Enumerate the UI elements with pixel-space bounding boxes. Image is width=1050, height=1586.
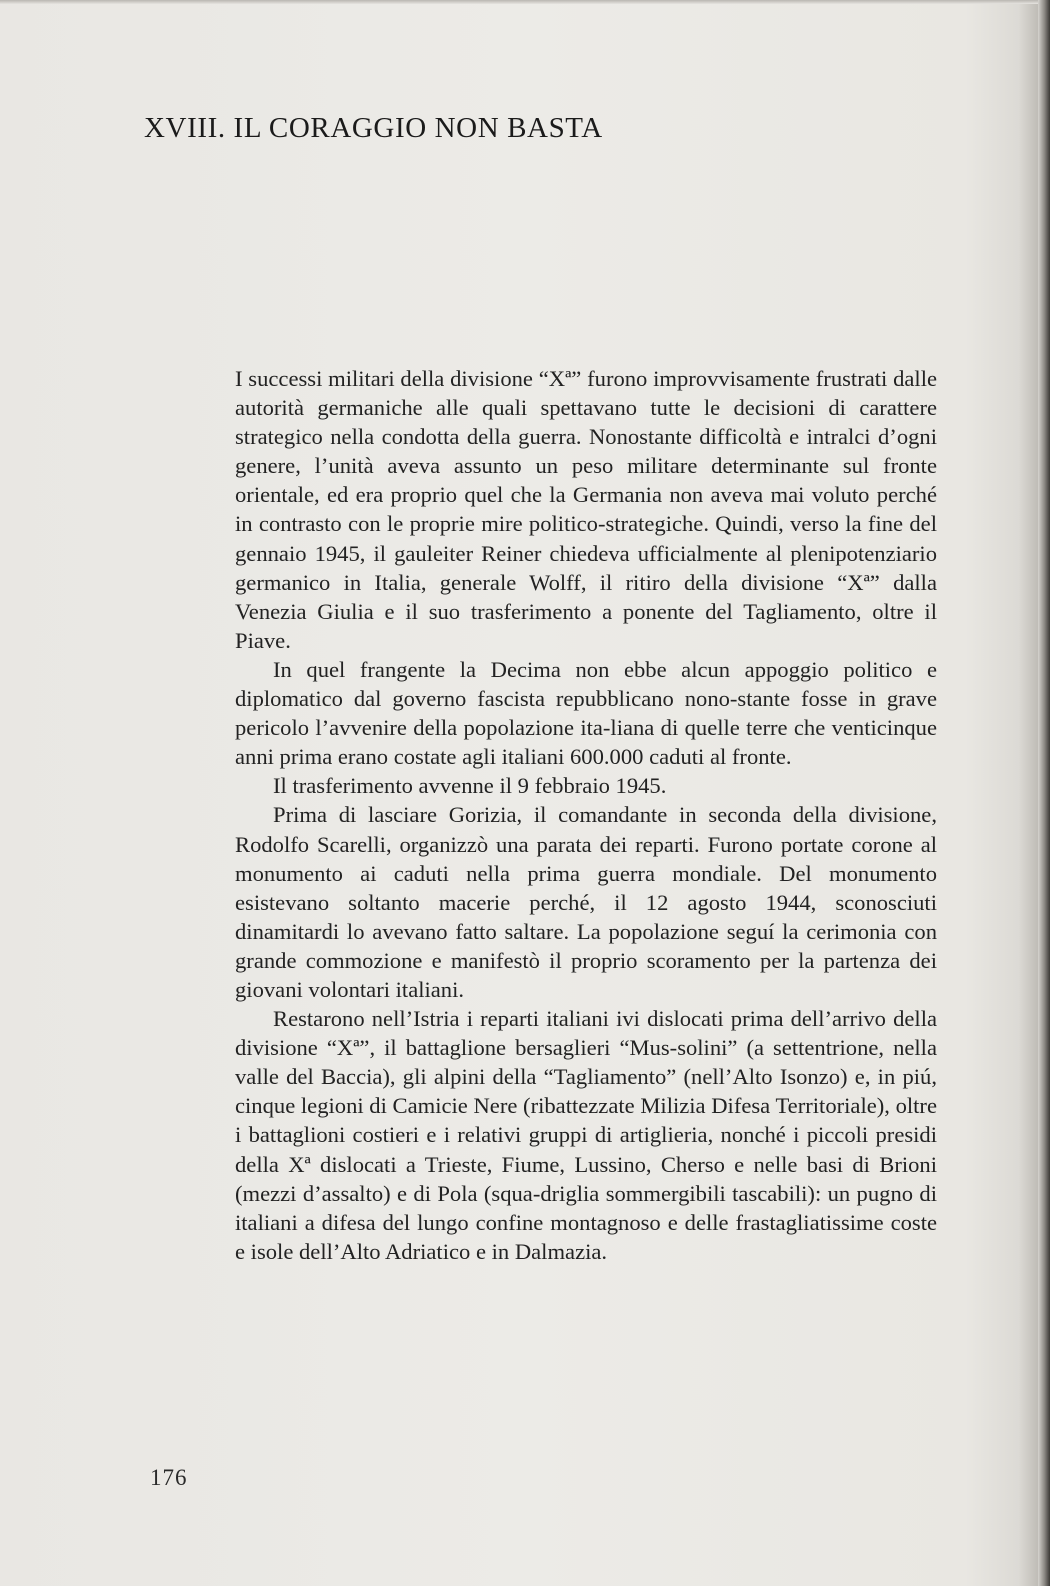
paragraph-2: In quel frangente la Decima non ebbe alcun appoggio politico e diplomatico dal governo fascista repubblicano nono-stante fosse in grave pericolo l’avvenire della popolazione ita-liana di quelle terre che venticinque anni prima erano costate agli italiani 600.000 caduti al fronte.: [235, 656, 937, 770]
paragraph-1: I successi militari della divisione “Xª” furono improvvisamente frustrati dalle autorità germaniche alle quali spettavano tutte le decisioni di carattere strategico nella condotta della guerra. Nonostante difficoltà e intralci d’ogni genere, l’unità aveva assunto un peso militare determinante sul fronte orientale, ed era proprio quel che la Germania non aveva mai voluto perché in contrasto con le proprie mire politico-strategiche. Quindi, verso la fine del gennaio 1945, il gauleiter Reiner chiedeva ufficialmente al plenipotenziario germanico in Italia, generale Wolff, il ritiro della divisione “Xª” dalla Venezia Giulia e il suo trasferimento a ponente del Tagliamento, oltre il Piave.: [235, 366, 937, 653]
page-top-edge: [0, 0, 1050, 4]
chapter-body: [235, 364, 937, 1266]
chapter-title: XVIII. IL CORAGGIO NON BASTA: [144, 112, 603, 144]
paragraph-4: Prima di lasciare Gorizia, il comandante in seconda della divisione, Rodolfo Scarelli, organizzò una parata dei reparti. Furono portate corone al monumento ai caduti nella prima guerra mondiale. Del monumento esistevano soltanto macerie perché, il 12 agosto 1944, sconosciuti dinamitardi lo avevano fatto saltare. La popolazione seguí la cerimonia con grande commozione e manifestò il proprio scoramento per la partenza dei giovani volontari italiani.: [235, 802, 937, 1002]
paragraph-5: Restarono nell’Istria i reparti italiani ivi dislocati prima dell’arrivo della divisione “Xª”, il battaglione bersaglieri “Mus-solini” (a settentrione, nella valle del Baccia), gli alpini della “Tagliamento” (nell’Alto Isonzo) e, in piú, cinque legioni di Camicie Nere (ribattezzate Milizia Difesa Territoriale), oltre i battaglioni costieri e i relativi gruppi di artiglieria, nonché i piccoli presidi della Xª dislocati a Trieste, Fiume, Lussino, Cherso e nelle basi di Brioni (mezzi d’assalto) e di Pola (squa-driglia sommergibili tascabili): un pugno di italiani a difesa del lungo confine montagnoso e delle frastagliatissime coste e isole dell’Alto Adriatico e in Dalmazia.: [235, 1006, 937, 1264]
paragraph-3: Il trasferimento avvenne il 9 febbraio 1945.: [273, 773, 667, 799]
page-number: 176: [150, 1465, 188, 1490]
page-binding-edge: [1038, 0, 1050, 1586]
